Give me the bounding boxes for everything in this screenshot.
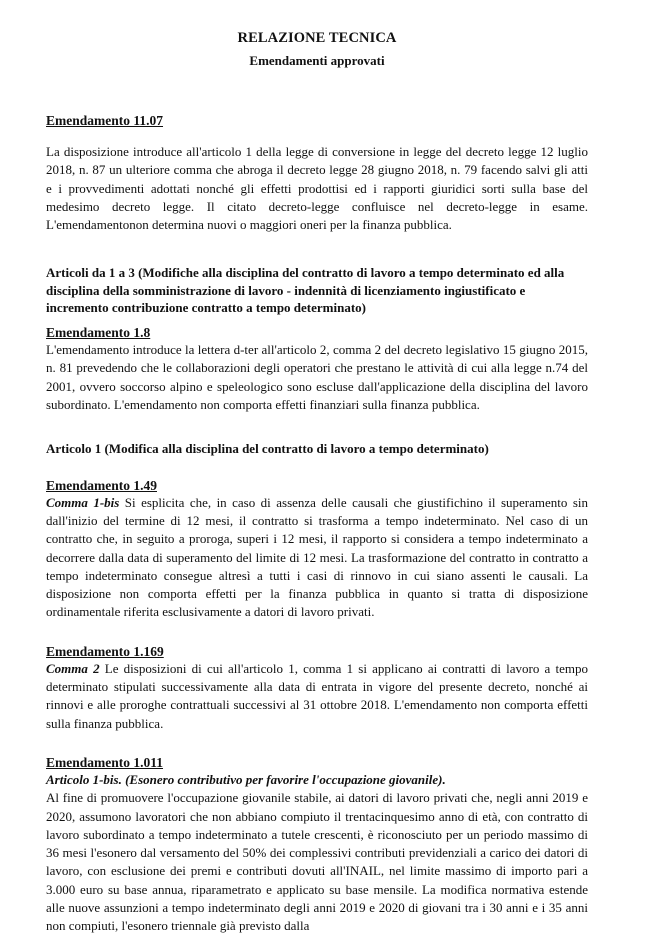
document-title: RELAZIONE TECNICA — [237, 30, 397, 46]
section-emendamento-1-49 — [46, 478, 588, 622]
section-title: Articoli da 1 a 3 (Modifiche alla disciplina del contratto di lavoro a tempo determinato ed alla disciplina della somministrazione di lavoro - indennità di licenziamento ingiustificato e incremento contribuzione contratto a tempo determinato) — [46, 265, 565, 316]
section-articolo-1 — [46, 440, 588, 458]
comma-label: Comma 2 — [46, 660, 100, 676]
section-emendamento-1-8 — [46, 325, 588, 414]
emendamento-text: Le disposizioni di cui all'articolo 1, comma 1 si applicano ai contratti di lavoro a tempo determinato stipulati successivamente alla data di entrata in vigore del presente decreto, nonché ai rinnovi e alle proroghe contrattuali successivi al 31 ottobre 2018. L'emendamento non comporta effetti sulla finanza pubblica. — [46, 660, 588, 731]
emendamento-heading: Emendamento 1.49 — [46, 477, 157, 493]
emendamento-heading: Emendamento 1.8 — [46, 324, 151, 340]
emendamento-text: Al fine di promuovere l'occupazione giovanile stabile, ai datori di lavoro privati che, negli anni 2019 e 2020, assumono lavoratori che non abbiano compiuto il trentacinquesimo anno di età, con contratto di lavoro subordinato a tempo indeterminato a tutele crescenti, è riconosciuto per un periodo massimo di 36 mesi l'esonero dal versamento del 50% dei complessivi contributi previdenziali a carico dei datori di lavoro, con esclusione dei premi e contributi dovuti all'INAIL, nel limite massimo di importo pari a 3.000 euro su base annua, riparametrato e applicato su base mensile. La modifica normativa estende alle nuove assunzioni a tempo indeterminato degli anni 2019 e 2020 di giovani tra i 30 anni e i 35 anni non compiuti, l'esonero triennale già previsto dalla — [46, 790, 588, 934]
section-emendamento-11-07 — [46, 113, 588, 234]
emendamento-text: La disposizione introduce all'articolo 1 della legge di conversione in legge del decreto legge 12 luglio 2018, n. 87 un ulteriore comma che abroga il decreto legge 28 giugno 2018, n. 79 facendo salvi gli atti e i provvedimenti adottati nonché gli effetti prodottisi ed i rapporti giuridici sorti sulla base del medesimo decreto legge. Il citato decreto-legge confluisce nel decreto-legge in esame. L'emendamentonon determina nuovi o maggiori oneri per la finanza pubblica. — [46, 144, 588, 233]
emendamento-text: Si esplicita che, in caso di assenza delle causali che giustifichino il superamento sin dall'inizio del termine di 12 mesi, il contratto si trasforma a tempo indeterminato. Nel caso di un contratto che, in seguito a proroga, superi i 12 mesi, il rapporto si considera a tempo indeterminato a decorrere dalla data di superamento del limite di 12 mesi. La trasformazione del contratto in contratto a tempo indeterminato consegue altresì a tutti i casi di rinnovo in cui siano assenti le causali. La disposizione non comporta effetti per la finanza pubblica in quanto si tratta di disposizione ordinamentale riferita esclusivamente a datori di lavoro privati. — [46, 494, 588, 620]
document-subtitle: Emendamenti approvati — [249, 53, 385, 68]
section-articoli-1-3 — [46, 264, 588, 317]
section-title: Articolo 1 (Modifica alla disciplina del contratto di lavoro a tempo determinato) — [46, 441, 489, 457]
section-emendamento-1-169 — [46, 644, 588, 733]
emendamento-text: L'emendamento introduce la lettera d-ter all'articolo 2, comma 2 del decreto legislativo 15 giugno 2015, n. 81 prevedendo che le collaborazioni degli operatori che prestano le attività di cui alla legge n.74 del 2001, ovvero soccorso alpino e speleologico sono escluse dall'applicazione della disciplina del lavoro subordinato. L'emendamento non comporta effetti finanziari sulla finanza pubblica. — [46, 341, 588, 412]
emendamento-heading: Emendamento 1.011 — [46, 754, 164, 770]
article-subheading: Articolo 1-bis. (Esonero contributivo per favorire l'occupazione giovanile). — [46, 771, 446, 787]
section-emendamento-1-011 — [46, 755, 588, 936]
emendamento-heading: Emendamento 1.169 — [46, 643, 164, 659]
emendamento-heading: Emendamento 11.07 — [46, 113, 164, 128]
emendamento-paragraph — [46, 494, 588, 622]
comma-label: Comma 1-bis — [46, 494, 120, 510]
emendamento-paragraph — [46, 660, 588, 733]
